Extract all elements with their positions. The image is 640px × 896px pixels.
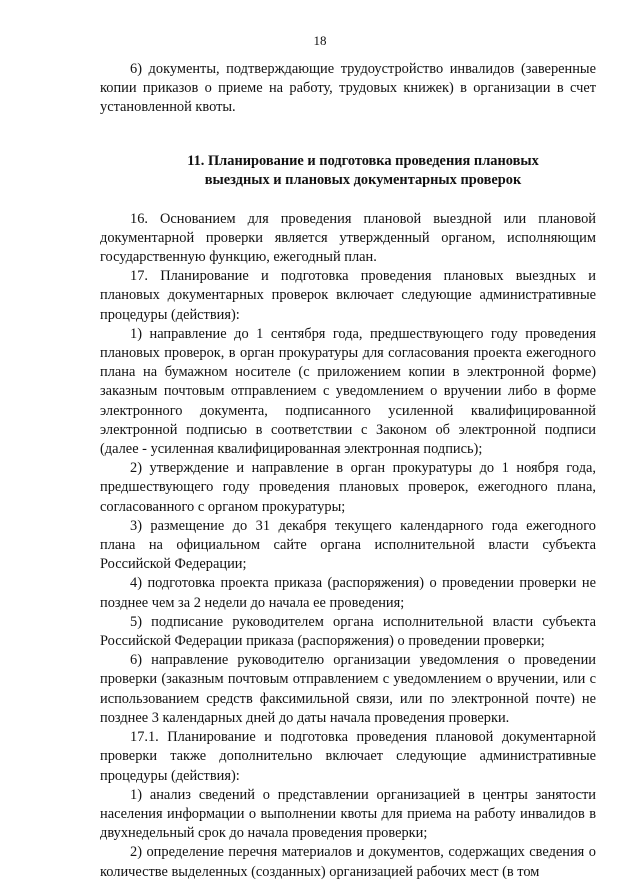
list-item-17-3: 3) размещение до 31 декабря текущего календарного года ежегодного плана на официальном сайте органа исполнительной власти субъекта Российской Федерации; xyxy=(100,517,596,573)
page-number: 18 xyxy=(313,33,327,48)
list-item-17-6: 6) направление руководителю организации уведомления о проведении проверки (заказным почтовым отправлением с уведомлением о вручении, или с использованием средств факсимильной связи, или по электронной почте) не позднее 3 календарных дней до даты начала проведения проверки. xyxy=(100,652,596,726)
list-item-17-5: 5) подписание руководителем органа исполнительной власти субъекта Российской Федерации приказа (распоряжения) о проведении проверки; xyxy=(100,613,596,650)
list-item-17-1: 1) направление до 1 сентября года, предшествующего году проведения плановых проверок, в орган прокуратуры для согласования проекта ежегодного плана на бумажном носителе (с приложением копии в электронной форме) заказным почтовым отправлением с уведомлением о вручении либо в форме электронного документа, подписанного усиленной квалифицированной электронной подписью в соответствии с Законом об электронной подписи (далее - усиленная квалифицированная электронная подпись); xyxy=(100,325,596,458)
list-item-17-1-2: 2) определение перечня материалов и документов, содержащих сведения о количестве выделенных (созданных) организацией рабочих мест (в том xyxy=(100,844,596,880)
intro-paragraph: 6) документы, подтверждающие трудоустройство инвалидов (заверенные копии приказов о приеме на работу, трудовых книжек) в организации в счет установленной квоты. xyxy=(100,61,596,116)
document-body xyxy=(100,60,596,882)
list-item-17-4: 4) подготовка проекта приказа (распоряжения) о проведении проверки не позднее чем за 2 недели до начала ее проведения; xyxy=(100,575,596,611)
paragraph-17: 17. Планирование и подготовка проведения плановых выездных и плановых документарных проверок включает следующие административные процедуры (действия): xyxy=(100,268,596,323)
list-item-17-1-1: 1) анализ сведений о представлении организацией в центры занятости населения информации о выполнении квоты для приема на работу инвалидов в двухнедельный срок до начала проведения проверки; xyxy=(100,786,596,842)
section-heading xyxy=(100,152,596,190)
section-heading-line-1: 11. Планирование и подготовка проведения плановых xyxy=(187,152,539,169)
paragraph-17-1: 17.1. Планирование и подготовка проведения плановой документарной проверки также дополнительно включает следующие административные процедуры (действия): xyxy=(100,729,596,784)
section-heading-line-2: выездных и плановых документарных проверок xyxy=(204,171,522,188)
paragraph-16: 16. Основанием для проведения плановой выездной или плановой документарной проверки является утвержденный органом, исполняющим государственную функцию, ежегодный план. xyxy=(100,210,596,266)
list-item-17-2: 2) утверждение и направление в орган прокуратуры до 1 ноября года, предшествующего году проведения плановых проверок, ежегодного плана, согласованного с органом прокуратуры; xyxy=(100,460,596,515)
